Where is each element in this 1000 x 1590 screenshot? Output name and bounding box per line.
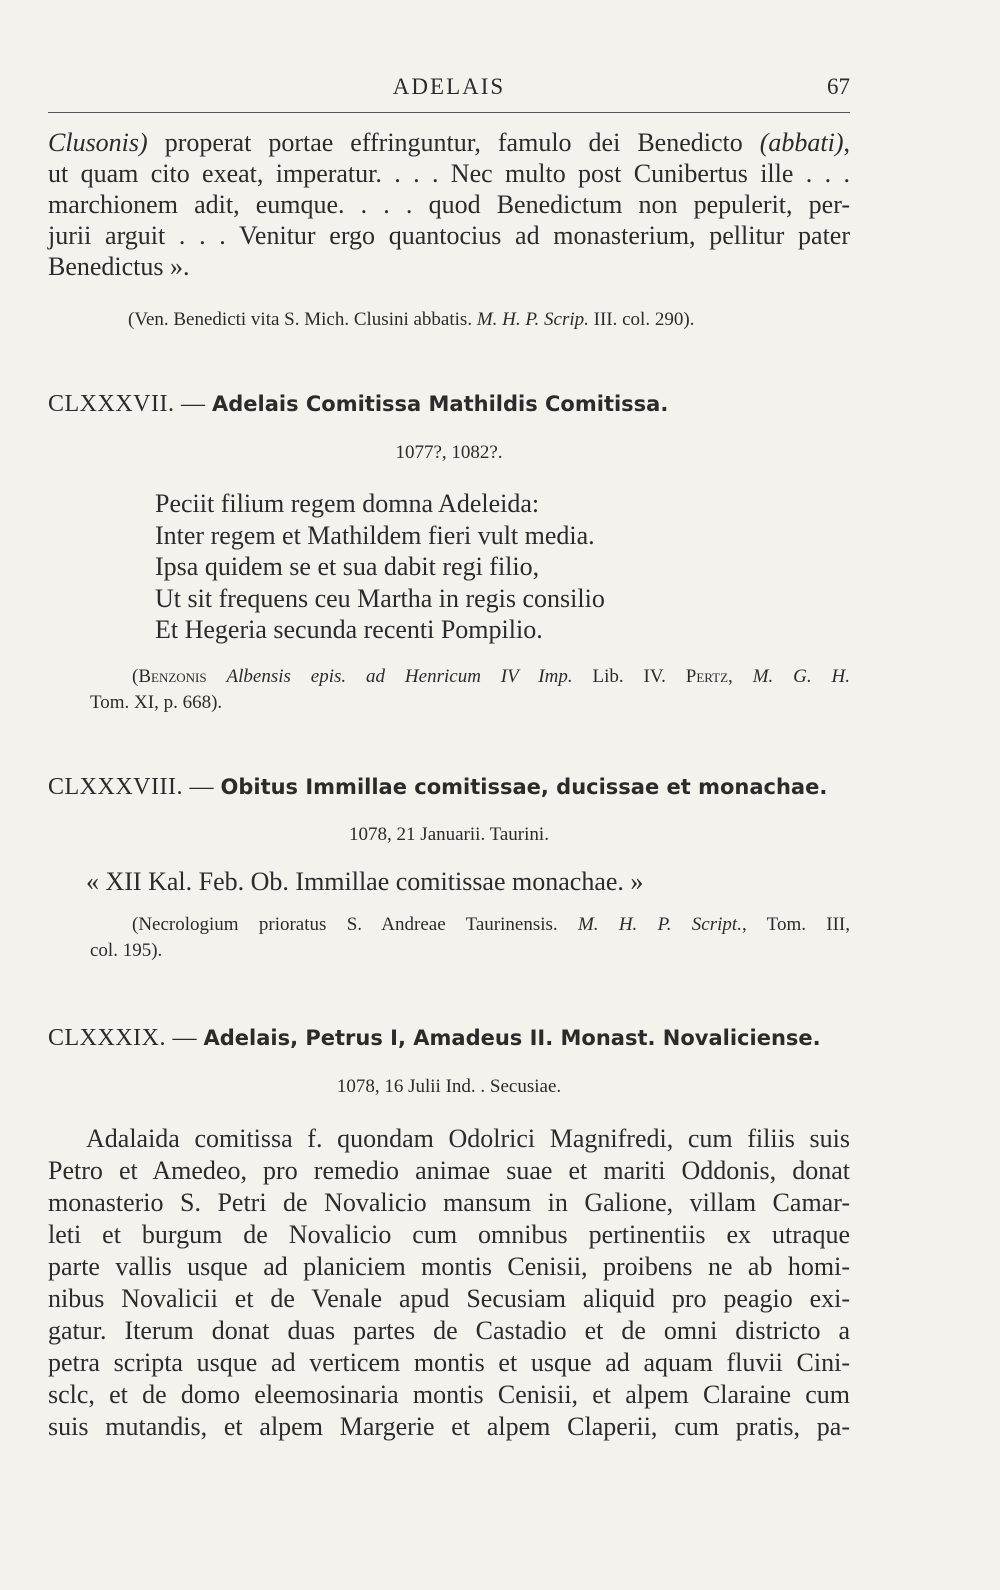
paragraph-line: Adalaida comitissa f. quondam Odolrici Magnifredi, cum filiis suis [86,1124,850,1153]
paragraph-line: leti et burgum de Novalicio cum omnibus pertinentiis ex utraque [48,1220,850,1249]
running-header [48,72,850,113]
paragraph-line: Petro et Amedeo, pro remedio animae suae et mariti Oddonis, donat [48,1156,850,1185]
intro-line: marchionem adit, eumque. . . . quod Benedictum non pepulerit, per- [48,190,850,219]
entry-number: CLXXXVII. — [48,391,212,417]
entry-paragraph [48,1123,850,1443]
entry-title: Obitus Immillae comitissae, ducissae et monachae. [220,775,828,799]
intro-line: jurii arguit . . . Venitur ergo quantocius ad monasterium, pellitur pater [48,221,850,250]
entry-text: « XII Kal. Feb. Ob. Immillae comitissae monachae. » [86,867,644,896]
paragraph-line: parte vallis usque ad planiciem montis Cenisii, proibens ne ab homi- [48,1252,850,1281]
entry-source-note: (Benzonis Albensis epis. ad Henricum IV Imp. Lib. IV. Pertz, M. G. H. Tom. XI, p. 668). [90,666,851,713]
verse-line: Inter regem et Mathildem fieri vult media. [155,520,595,550]
verse-line: Ut sit frequens ceu Martha in regis consilio [155,583,605,613]
entry-title: Adelais Comitissa Mathildis Comitissa. [211,392,669,416]
paragraph-line: monasterio S. Petri de Novalicio mansum in Galione, villam Camar- [48,1188,850,1217]
running-title: ADELAIS [392,74,506,99]
entry-heading [48,1025,850,1052]
entry-heading [48,391,850,418]
paragraph-line: sclc, et de domo eleemosinaria montis Cenisii, et alpem Claraine cum [48,1380,850,1409]
paragraph-line: gatur. Iterum donat duas partes de Castadio et de omni districto a [48,1316,850,1345]
verse-line: Peciit filium regem domna Adeleida: [155,489,540,518]
intro-source-note: (Ven. Benedicti vita S. Mich. Clusini abbatis. M. H. P. Scrip. III. col. 290). [128,309,695,330]
paragraph-line: petra scripta usque ad verticem montis et usque ad aquam fluvii Cini- [48,1348,850,1377]
entry-date: 1078, 16 Julii Ind. . Secusiae. [336,1076,562,1097]
intro-line: Benedictus ». [48,252,190,281]
intro-line: Clusonis) properat portae effringuntur, famulo dei Benedicto (abbati), [48,128,850,157]
verse-line: Et Hegeria secunda recenti Pompilio. [155,615,543,644]
entry-heading [48,774,850,801]
paragraph-line: suis mutandis, et alpem Margerie et alpem Claperii, cum pratis, pa- [48,1412,850,1441]
page-number: 67 [827,74,850,99]
entry-number: CLXXXIX. — [48,1025,204,1051]
entry-source-note: (Necrologium prioratus S. Andreae Taurinensis. M. H. P. Script., Tom. III, col. 195). [90,914,850,961]
intro-line: ut quam cito exeat, imperatur. . . . Nec multo post Cunibertus ille . . . [48,159,850,188]
entry-title: Adelais, Petrus I, Amadeus II. Monast. Novaliciense. [203,1026,821,1050]
entry-number: CLXXXVIII. — [48,774,221,800]
verse-block [155,488,605,646]
paragraph-line: nibus Novalicii et de Venale apud Secusiam aliquid pro peagio exi- [48,1284,850,1313]
entry-date: 1078, 21 Januarii. Taurini. [349,824,549,845]
verse-line: Ipsa quidem se et sua dabit regi filio, [155,552,540,581]
intro-paragraph [48,127,850,282]
entry-date: 1077?, 1082?. [395,442,503,463]
